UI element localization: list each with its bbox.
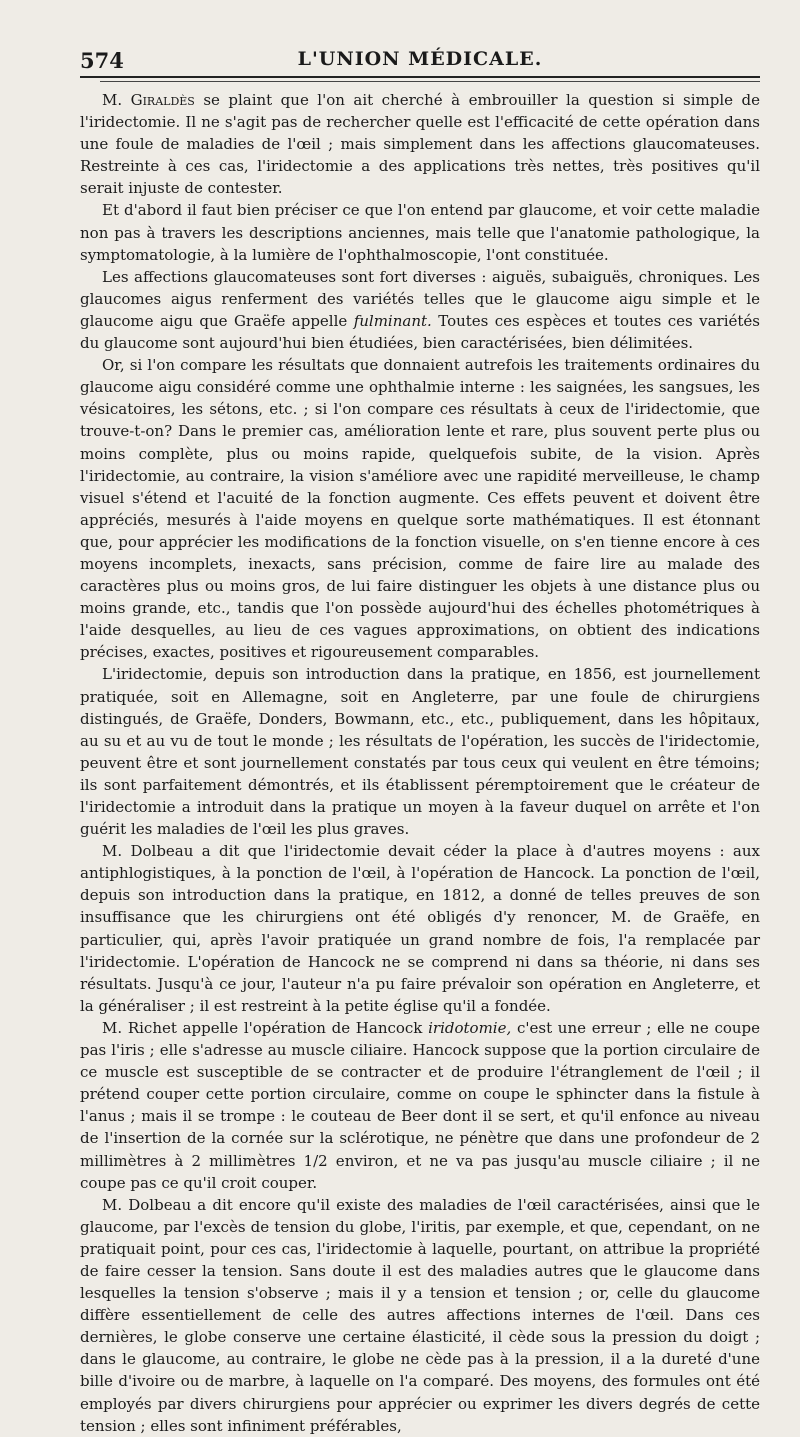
paragraph-giraldes: M. Giraldès se plaint que l'on ait cherché à embrouiller la question si simple de l'iridectomie. Il ne s'agit pas de rechercher quelle est l'efficacité de cette opération dans une foule de maladies de l'œil ; mais simplement dans les affections glaucomateuses. Restreinte à ces cas, l'iridectomie a des applications très nettes, très positives qu'il serait injuste de contester. [80, 91, 761, 198]
paragraph-tension: M. Dolbeau a dit encore qu'il existe des maladies de l'œil caractérisées, ainsi que le glaucome, par l'excès de tension du globe, l'iritis, par exemple, et que, cependant, on ne pratiquait point, pour ces cas, l'iridectomie à laquelle, pourtant, on attribue la propriété de faire cesser la tension. Sans doute il est des maladies autres que le glaucome dans lesquelles la tension s'observe ; mais il y a tension et tension ; or, celle du glaucome diffère essentiellement de celle des autres affections internes de l'œil. Dans ces dernières, le globe conserve une certaine élasticité, il cède sous la pression du doigt ; dans le glaucome, au contraire, le globe ne cède pas à la pression, il a la dureté d'une bille d'ivoire ou de marbre, à laquelle on l'a comparé. Des moyens, des formules ont été employés par divers chirurgiens pour apprécier ou exprimer les divers degrés de cette tension ; elles sont infiniment préférables, [80, 1195, 760, 1435]
speaker-name: M. Giraldès [102, 91, 195, 109]
article-body [80, 89, 760, 1437]
running-header [80, 46, 760, 78]
paragraph-richet: M. Richet appelle l'opération de Hancock iridotomie, c'est une erreur ; elle ne coupe pas l'iris ; elle s'adresse au muscle ciliaire. Hancock suppose que la portion circulaire de ce muscle est susceptible de se contracter et de produire l'étranglement de l'œil ; il prétend couper cette portion circulaire, comme on coupe le sphincter dans la fistule à l'anus ; mais il se trompe : le couteau de Beer dont il se sert, et qu'il enfonce au niveau de l'insertion de la cornée sur la sclérotique, ne pénètre que dans une profondeur de 2 millimètres à 2 millimètres 1/2 environ, et ne va pas jusqu'au muscle ciliaire ; il ne coupe pas ce qu'il croit couper. [80, 1018, 761, 1192]
paragraph-dolbeau: M. Dolbeau a dit que l'iridectomie devait céder la place à d'autres moyens : aux antiphlogistiques, à la ponction de l'œil, à l'opération de Hancock. La ponction de l'œil, depuis son introduction dans la pratique, en 1812, a donné de telles preuves de son insuffisance que les chirurgiens ont été obligés d'y renoncer, M. de Graëfe, en particulier, qui, après l'avoir pratiquée un grand nombre de fois, l'a remplacée par l'iridectomie. L'opération de Hancock ne se comprend ni dans sa théorie, ni dans ses résultats. Jusqu'à ce jour, l'auteur n'a pu faire prévaloir son opération en Angleterre, et la généraliser ; il est restreint à la petite église qu'il a fondée. [80, 842, 760, 1015]
header-rule [100, 81, 760, 82]
journal-title: L'UNION MÉDICALE. [297, 48, 543, 70]
paragraph-affections: Les affections glaucomateuses sont fort diverses : aiguës, subaiguës, chroniques. Les glaucomes aigus renferment des variétés telles que le glaucome aigu simple et le glaucome aigu que Graëfe appelle fulminant. Toutes ces espèces et toutes ces variétés du glaucome sont aujourd'hui bien étudiées, bien caractérisées, bien délimitées. [80, 267, 760, 353]
paragraph-glaucome-definition: Et d'abord il faut bien préciser ce que l'on entend par glaucome, et voir cette maladie non pas à travers les descriptions anciennes, mais telle que l'anatomie pathologique, la symptomatologie, à la lumière de l'ophthalmoscopie, l'ont constituée. [80, 201, 760, 264]
paragraph-comparaison: Or, si l'on compare les résultats que donnaient autrefois les traitements ordinaires du glaucome aigu considéré comme une ophthalmie interne : les saignées, les sangsues, les vésicatoires, les sétons, etc. ; si l'on compare ces résultats à ceux de l'iridectomie, que trouve-t-on? Dans le premier cas, amélioration lente et rare, plus souvent perte plus ou moins complète, plus ou moins rapide, quelquefois subite, de la vision. Après l'iridectomie, au contraire, la vision s'améliore avec une rapidité merveilleuse, le champ visuel s'étend et l'acuité de la fonction augmente. Ces effets peuvent et doivent être appréciés, mesurés à l'aide moyens en quelque sorte mathématiques. Il est étonnant que, pour apprécier les modifications de la fonction visuelle, on s'en tienne encore à ces moyens incomplets, inexacts, sans précision, comme de faire lire au malade des caractères plus ou moins gros, de lui faire distinguer les objets à une distance plus ou moins grande, etc., tandis que l'on possède aujourd'hui des échelles photométriques à l'aide desquelles, au lieu de ces vagues approximations, on obtient des indications précises, exactes, positives et rigoureusement comparables. [80, 356, 760, 662]
paragraph-iridectomie: L'iridectomie, depuis son introduction dans la pratique, en 1856, est journellement pratiquée, soit en Allemagne, soit en Angleterre, par une foule de chirurgiens distingués, de Graëfe, Donders, Bowmann, etc., etc., publiquement, dans les hôpitaux, au su et au vu de tout le monde ; les résultats de l'opération, les succès de l'iridectomie, peuvent être et sont journellement constatés par tous ceux qui veulent en être témoins; ils sont parfaitement démontrés, et ils établissent péremptoirement que le créateur de l'iridectomie a introduit dans la pratique un moyen à la faveur duquel on arrête et l'on guérit les maladies de l'œil les plus graves. [80, 665, 760, 839]
page-number: 574 [80, 48, 124, 73]
